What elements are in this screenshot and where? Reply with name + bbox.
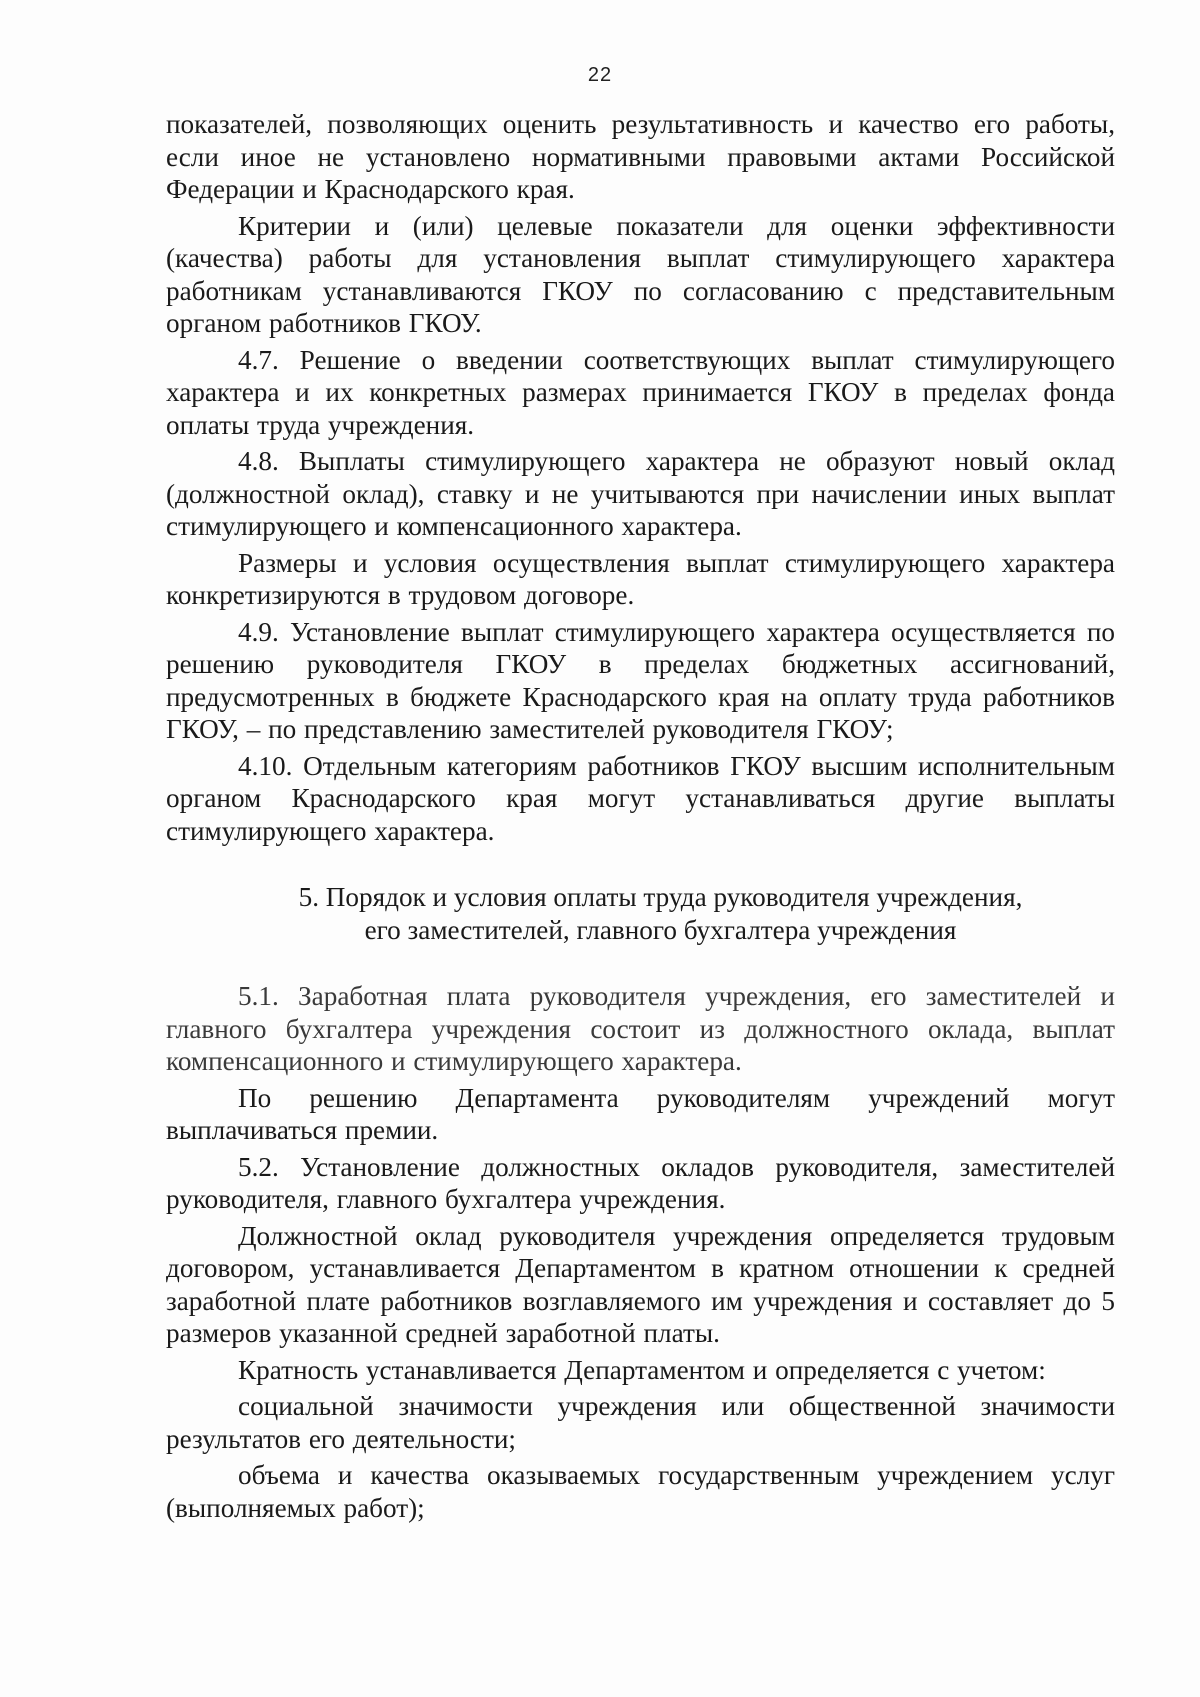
section-5-heading-line-2: его заместителей, главного бухгалтера учреждения bbox=[364, 914, 957, 945]
section-5-heading-line-1: 5. Порядок и условия оплаты труда руководителя учреждения, bbox=[298, 882, 1023, 912]
paragraph-salary-director: Должностной оклад руководителя учреждения определяется трудовым договором, устанавливается Департаментом в кратном отношении к средней заработной плате работников возглавляемого им учреждения и составляет до 5 размеров указанной средней заработной платы. bbox=[166, 1220, 1115, 1348]
paragraph-4-10: 4.10. Отдельным категориям работников ГКОУ высшим исполнительным органом Краснодарского края могут устанавливаться другие выплаты стимулирующего характера. bbox=[166, 750, 1115, 846]
paragraph-4-8: 4.8. Выплаты стимулирующего характера не образуют новый оклад (должностной оклад), ставку и не учитываются при начислении иных выплат стимулирующего и компенсационного характера. bbox=[166, 446, 1115, 541]
paragraph-criteria: Критерии и (или) целевые показатели для оценки эффективности (качества) работы для установления выплат стимулирующего характера работникам устанавливаются ГКОУ по согласованию с представительным органом работников ГКОУ. bbox=[166, 210, 1115, 338]
paragraph-volume-quality: объема и качества оказываемых государственным учреждением услуг (выполняемых работ); bbox=[166, 1460, 1115, 1523]
paragraph-social-significance: социальной значимости учреждения или общественной значимости результатов его деятельности; bbox=[166, 1391, 1115, 1454]
paragraph-multiplicity: Кратность устанавливается Департаментом и определяется с учетом: bbox=[238, 1354, 1046, 1385]
document-body bbox=[166, 108, 1115, 1524]
paragraph-5-2: 5.2. Установление должностных окладов руководителя, заместителей руководителя, главного бухгалтера учреждения. bbox=[166, 1151, 1115, 1214]
paragraph-sizes-conditions: Размеры и условия осуществления выплат стимулирующего характера конкретизируются в трудовом договоре. bbox=[166, 547, 1115, 610]
paragraph-4-9: 4.9. Установление выплат стимулирующего характера осуществляется по решению руководителя ГКОУ в пределах бюджетных ассигнований, предусмотренных в бюджете Краснодарского края на оплату труда работников ГКОУ, – по представлению заместителей руководителя ГКОУ; bbox=[166, 616, 1115, 744]
paragraph-5-1: 5.1. Заработная плата руководителя учреждения, его заместителей и главного бухгалтера учреждения состоит из должностного оклада, выплат компенсационного и стимулирующего характера. bbox=[166, 981, 1115, 1076]
page-number: 22 bbox=[587, 64, 613, 86]
paragraph-continuation: показателей, позволяющих оценить результативность и качество его работы, если иное не установлено нормативными правовыми актами Российской Федерации и Краснодарского края. bbox=[166, 109, 1115, 204]
paragraph-bonuses: По решению Департамента руководителям учреждений могут выплачиваться премии. bbox=[166, 1082, 1115, 1145]
section-5-heading bbox=[166, 881, 1115, 946]
paragraph-4-7: 4.7. Решение о введении соответствующих выплат стимулирующего характера и их конкретных размерах принимается ГКОУ в пределах фонда оплаты труда учреждения. bbox=[166, 344, 1115, 440]
